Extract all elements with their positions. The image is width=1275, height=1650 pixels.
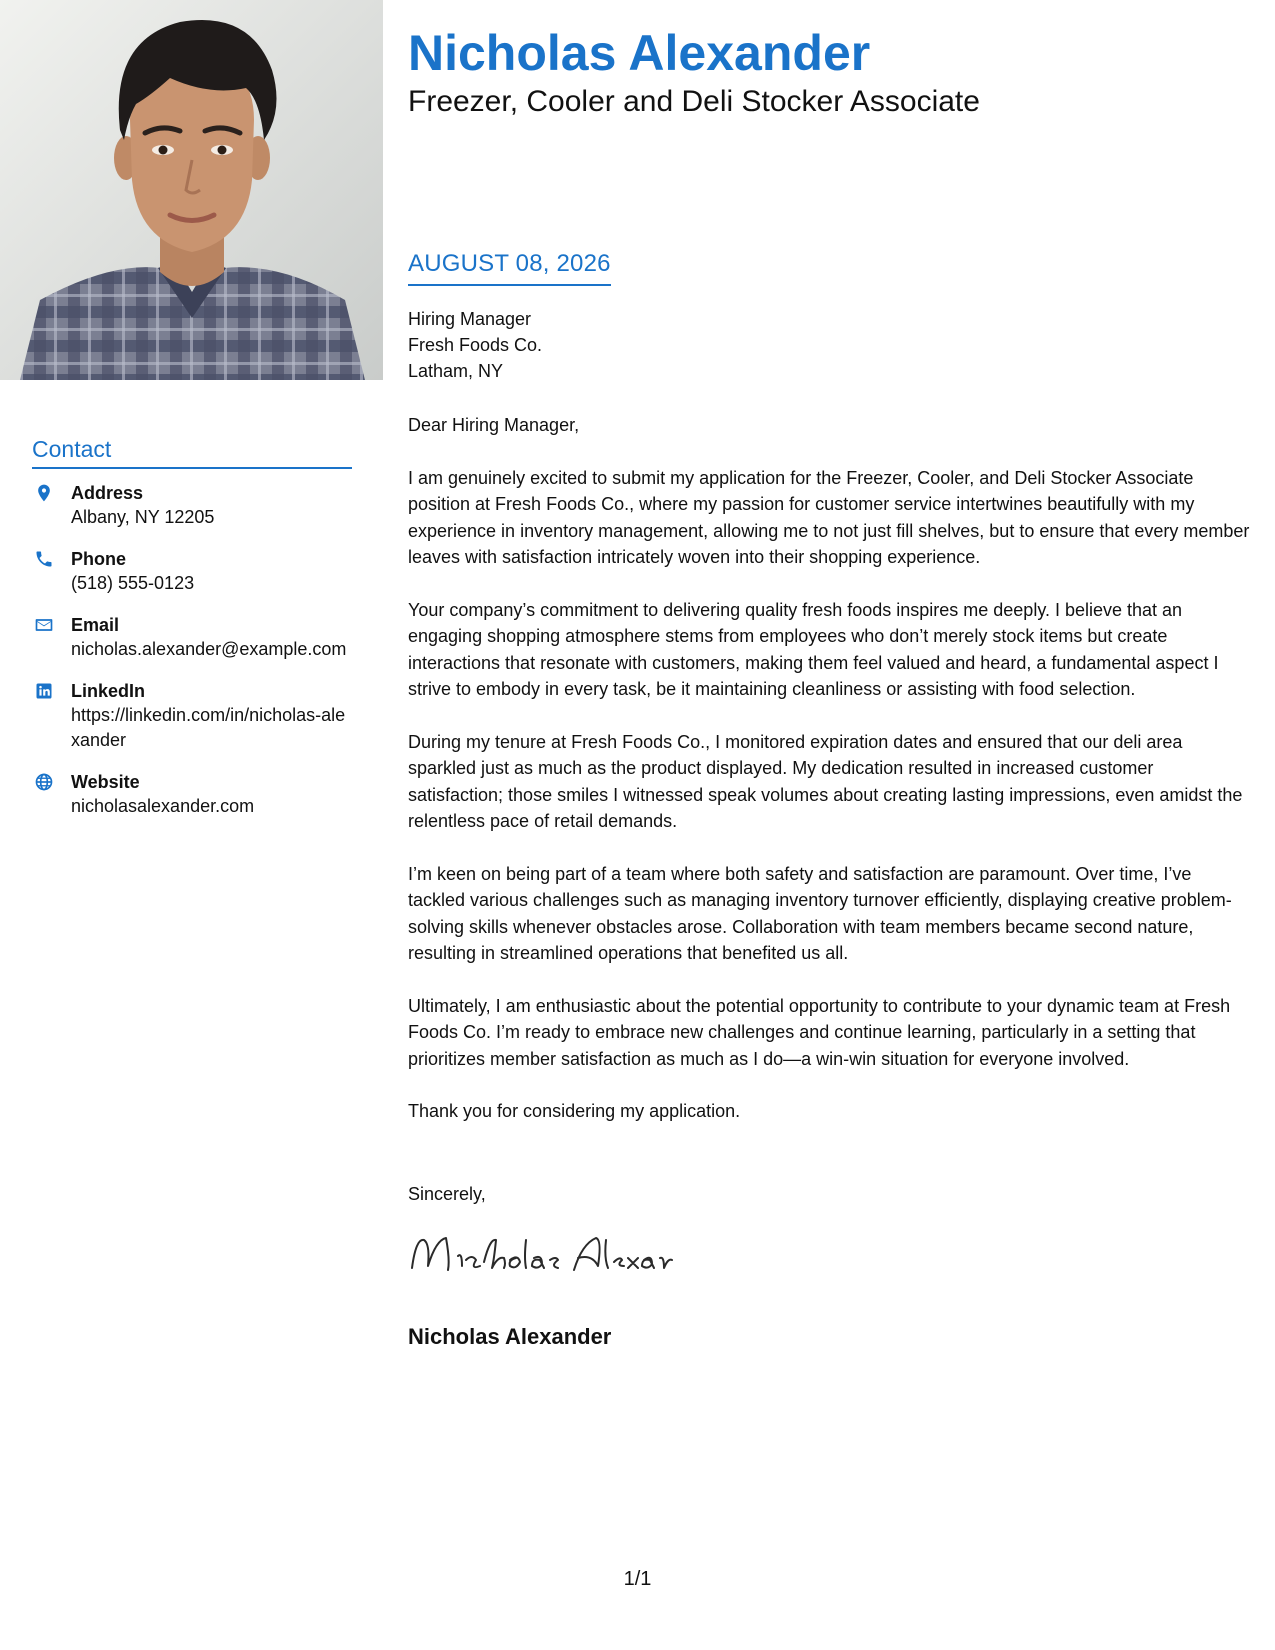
email-icon [34, 615, 54, 635]
email-label: Email [71, 615, 120, 635]
linkedin-link[interactable]: https://linkedin.com/in/nicholas-alexander [71, 705, 346, 750]
letter-paragraph: Thank you for considering my application. [408, 1101, 741, 1121]
globe-icon [34, 772, 54, 792]
profile-photo [0, 0, 383, 380]
letter-paragraph: Ultimately, I am enthusiastic about the potential opportunity to contribute to your dynamic team at Fresh Foods Co. I’m ready to embrace new challenges and continue learning, particularly in a setting that prioritizes member satisfaction as much as I do—a win-win situation for everyone involved. [408, 995, 1231, 1069]
contact-sidebar [32, 436, 352, 836]
recipient-line: Latham, NY [408, 361, 504, 381]
recipient-block [408, 306, 542, 384]
address-label: Address [71, 483, 144, 503]
closing: Sincerely, [408, 1184, 486, 1204]
website-link[interactable]: nicholasalexander.com [71, 796, 255, 816]
contact-item-email [32, 613, 352, 662]
location-pin-icon [34, 483, 54, 503]
letter-date: AUGUST 08, 2026 [408, 248, 611, 286]
address-value: Albany, NY 12205 [71, 507, 215, 527]
letter-paragraph: Your company’s commitment to delivering quality fresh foods inspires me deeply. I believe that an engaging shopping atmosphere stems from employees who don’t merely stock items but create interactions that resonate with customers, making them feel valued and heard, a fundamental aspect I strive to embody in every task, be it maintaining cleanliness or assisting with food selection. [408, 599, 1219, 699]
phone-label: Phone [71, 549, 127, 569]
website-label: Website [71, 772, 140, 792]
contact-heading: Contact [32, 436, 352, 469]
phone-value: (518) 555-0123 [71, 573, 195, 593]
email-link[interactable]: nicholas.alexander@example.com [71, 639, 347, 659]
contact-item-linkedin [32, 679, 352, 753]
page-number: 1/1 [623, 1568, 652, 1590]
applicant-name: Nicholas Alexander [408, 25, 871, 81]
linkedin-label: LinkedIn [71, 681, 146, 701]
letter-paragraph: During my tenure at Fresh Foods Co., I monitored expiration dates and ensured that our deli area sparkled just as much as the product displayed. My dedication resulted in increased customer satisfaction; those smiles I witnessed speak volumes about creating lasting impressions, even amidst the relentless pace of retail demands. [408, 731, 1243, 831]
recipient-line: Fresh Foods Co. [408, 335, 543, 355]
contact-item-website [32, 770, 352, 819]
contact-item-phone [32, 547, 352, 596]
letter-paragraph: I’m keen on being part of a team where both safety and satisfaction are paramount. Over time, I’ve tackled various challenges such as managing inventory turnover efficiently, displaying creative problem-solving skills whenever obstacles arose. Collaboration with team members became second nature, resulting in streamlined operations that benefited us all. [408, 863, 1232, 963]
linkedin-icon [34, 681, 54, 701]
letter-body [408, 412, 1253, 1151]
phone-icon [34, 549, 54, 569]
contact-item-address [32, 481, 352, 530]
handwritten-signature [406, 1230, 676, 1280]
signer-name: Nicholas Alexander [408, 1324, 612, 1349]
job-title: Freezer, Cooler and Deli Stocker Associate [408, 85, 980, 118]
letter-paragraph: I am genuinely excited to submit my application for the Freezer, Cooler, and Deli Stocker Associate position at Fresh Foods Co., where my passion for customer service intertwines beautifully with my experience in inventory management, allowing me to not just fill shelves, but to ensure that every member leaves with satisfaction intricately woven into their shopping experience. [408, 467, 1250, 567]
recipient-line: Hiring Manager [408, 309, 532, 329]
salutation: Dear Hiring Manager, [408, 415, 580, 435]
